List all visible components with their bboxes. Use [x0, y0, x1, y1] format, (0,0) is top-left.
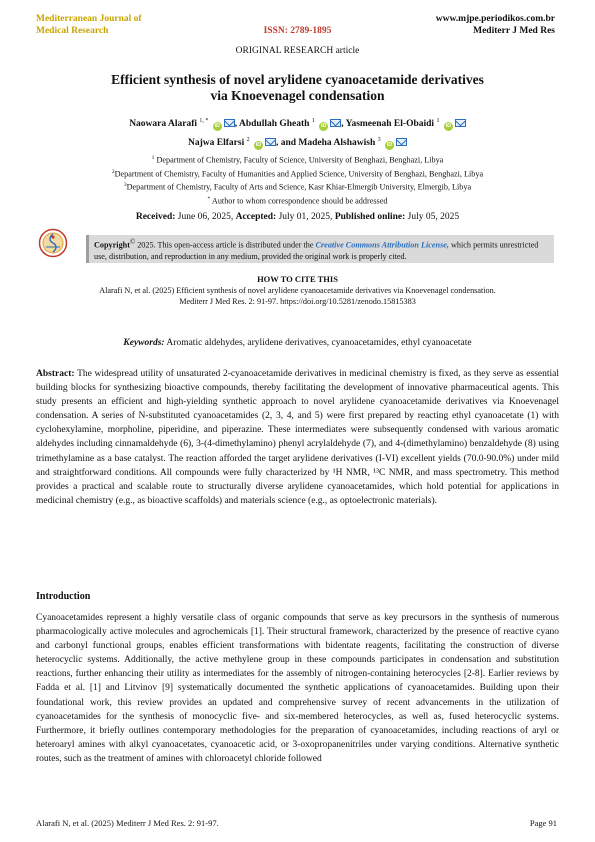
- author-separator: ,: [234, 119, 239, 130]
- copyright-symbol: ©: [129, 239, 136, 246]
- received-label: Received:: [135, 212, 176, 222]
- affiliation: [40, 194, 555, 208]
- copyright-box: [86, 235, 554, 263]
- affiliation-text: Department of Chemistry, Faculty of Arts and Science, Kasr Khiar-Elmergib University, Elmergib, Libya: [126, 182, 472, 192]
- orcid-icon[interactable]: iD: [445, 123, 452, 130]
- affiliation-sup: 3: [123, 182, 127, 189]
- journal-name-line1: Mediterranean Journal of: [36, 14, 142, 24]
- publication-dates: [0, 212, 595, 222]
- journal-url[interactable]: www.mjpe.periodikos.com.br: [435, 14, 555, 24]
- author-name: Abdullah Gheath: [238, 119, 310, 130]
- email-icon[interactable]: [396, 138, 407, 146]
- affiliation-sup: 1: [151, 155, 155, 161]
- abstract: [36, 367, 559, 508]
- journal-meta: [436, 14, 555, 37]
- author-affil-sup: 1, *: [199, 118, 209, 124]
- author-separator: , and: [275, 138, 299, 149]
- footer-citation: Alarafi N, et al. (2025) Mediterr J Med Res. 2: 91-97.: [36, 818, 219, 828]
- author-list: [60, 113, 535, 151]
- author-affil-sup: 3: [377, 137, 381, 144]
- citation-line2[interactable]: Mediterr J Med Res. 2: 91-97. https://doi.org/10.5281/zenodo.15815383: [179, 296, 416, 306]
- author-line-1: [60, 113, 535, 132]
- affiliation-text: Department of Chemistry, Faculty of Humanities and Applied Science, University of Benghazi, Benghazi, Libya: [114, 169, 484, 179]
- email-icon[interactable]: [224, 119, 235, 127]
- journal-logo: [38, 228, 68, 258]
- author-affil-sup: 2: [246, 137, 250, 144]
- orcid-icon[interactable]: iD: [386, 142, 393, 149]
- affiliation-text: Department of Chemistry, Faculty of Science, University of Benghazi, Benghazi, Libya: [156, 155, 444, 165]
- journal-short-name: Mediterr J Med Res: [473, 25, 555, 36]
- abstract-text: The widespread utility of unsaturated 2-cyanoacetamide derivatives in medicinal chemistry is fixed, as they serve as essential building blocks for synthesizing bioactive compounds, thereby facilitating the development of innovative pharmaceutical agents. This study presents an efficient and high-yielding synthetic approach to novel arylidene cyanoacetamide derivatives via Knoevenagel condensation. A series of N-substituted cyanoacetamides (2, 3, 4, and 5) were first prepared by reacting ethyl cyanoacetate (1) with cyclohexylamine, morpholine, piperidine, and piperazine. These intermediates were subsequently condensed with various aromatic aldehydes including cinnamaldehyde (6), 3-(4-dimethylamino) phenyl acrylaldehyde (7), and 4-(dimethylamino) benzaldehyde (8) using trimethylamine as a base catalyst. The reaction afforded the target arylidene derivatives (I-VI) excellent yields (70.0-90.0%) under mild and straightforward conditions. All compounds were fully characterized by ¹H NMR, ¹³C NMR, and mass spectrometry. This method provides a practical and scalable route to structurally diverse arylidene cyanoacetamides, which hold potential for applications in medicinal chemistry (e.g., as bioactive scaffolds) and materials science (e.g., as optoelectronic materials).: [36, 369, 559, 506]
- received-date: June 06, 2025,: [177, 212, 234, 222]
- published-label: Published online:: [334, 212, 406, 222]
- citation-line1: Alarafi N, et al. (2025) Efficient synthesis of novel arylidene cyanoacetamide derivatives via Knoevenagel condensation.: [99, 286, 496, 295]
- copyright-label: Copyright: [94, 240, 130, 250]
- copyright-text-after: which permits unrestricted use, distribution, and reproduction in any medium, provided the original work is properly cited.: [94, 240, 539, 261]
- affiliation-list: [40, 153, 555, 207]
- author-name: Madeha Alshawish: [298, 138, 376, 149]
- how-to-cite-heading: HOW TO CITE THIS: [257, 274, 338, 284]
- article-type: ORIGINAL RESEARCH article: [235, 46, 360, 56]
- article-title: [60, 72, 535, 104]
- title-line1: Efficient synthesis of novel arylidene cyanoacetamide derivatives: [111, 72, 484, 87]
- keywords-text: Aromatic aldehydes, arylidene derivatives, cyanoacetamides, ethyl cyanoacetate: [166, 338, 472, 348]
- journal-name-line2: Medical Research: [36, 25, 109, 36]
- orcid-icon[interactable]: iD: [255, 142, 262, 149]
- author-name: Yasmeenah El-Obaidi: [345, 119, 435, 130]
- introduction-text: Cyanoacetamides represent a highly versatile class of organic compounds that serve as key precursors in the synthesis of numerous pharmacologically active molecules and agrochemicals [1]. Their structural framework, characterized by the presence of reactive cyano and carbonyl functional groups, enables efficient transformations with bidentate reagents, facilitating the construction of diverse heterocyclic systems. Additionally, the active methylene group in these compounds participates in condensation and substitution reactions, further enhancing their utility as intermediates for the assembly of nitrogen-containing heterocycles [2-8]. Earlier reviews by Fadda et al. [1] and Litvinov [9] systematically documented the synthetic applications of cyanoacetamides. Building upon their foundational work, this review provides an updated and comprehensive survey of recent advancements in the utilization of cyanoacetamides for the synthesis of monocyclic five- and six-membered heterocycles, as well as, fused heterocyclic systems. Furthermore, it briefly outlines contemporary methodologies for the preparation of cyanoacetamides, including reactions of aryl or heteroaryl amines with alkyl cyanoacetates, cyanoacetic acid, or 3-oxopropanenitriles under varying conditions. Alternative synthetic routes, such as the treatment of amines with chloroacetyl chloride followed: [36, 613, 559, 764]
- page-number: Page 91: [529, 818, 557, 828]
- issn: ISSN: 2789-1895: [263, 26, 332, 36]
- license-link[interactable]: Creative Commons Attribution License,: [315, 240, 449, 250]
- email-icon[interactable]: [265, 138, 276, 146]
- affiliation-sup: 2: [111, 168, 115, 175]
- accepted-date: July 01, 2025,: [278, 212, 333, 222]
- email-icon[interactable]: [330, 119, 341, 127]
- orcid-icon[interactable]: iD: [320, 123, 327, 130]
- how-to-cite: [40, 286, 555, 308]
- title-line2: via Knoevenagel condensation: [210, 88, 385, 103]
- abstract-label: Abstract:: [36, 369, 75, 379]
- affiliation-text: Author to whom correspondence should be addressed: [211, 196, 388, 206]
- introduction-heading: Introduction: [36, 591, 91, 602]
- affiliation-sup: *: [207, 195, 211, 202]
- affiliation: [40, 153, 555, 167]
- affiliation: [40, 167, 555, 181]
- accepted-label: Accepted:: [235, 212, 277, 222]
- affiliation: [40, 180, 555, 194]
- author-line-2: [60, 132, 535, 151]
- published-date: July 05, 2025: [407, 212, 460, 222]
- keywords-label: Keywords: [123, 338, 162, 348]
- author-affil-sup: 1: [311, 118, 315, 124]
- author-name: Naowara Alarafi: [129, 119, 197, 130]
- author-separator: ,: [341, 119, 346, 130]
- copyright-text: 2025. This open-access article is distributed under the: [137, 240, 314, 250]
- author-name: Najwa Elfarsi: [188, 138, 245, 149]
- email-icon[interactable]: [455, 119, 466, 127]
- orcid-icon[interactable]: iD: [214, 123, 220, 130]
- author-affil-sup: 1: [436, 118, 440, 124]
- keywords: Keywords: Aromatic aldehydes, arylidene derivatives, cyanoacetamides, ethyl cyanoacetate: [123, 338, 472, 348]
